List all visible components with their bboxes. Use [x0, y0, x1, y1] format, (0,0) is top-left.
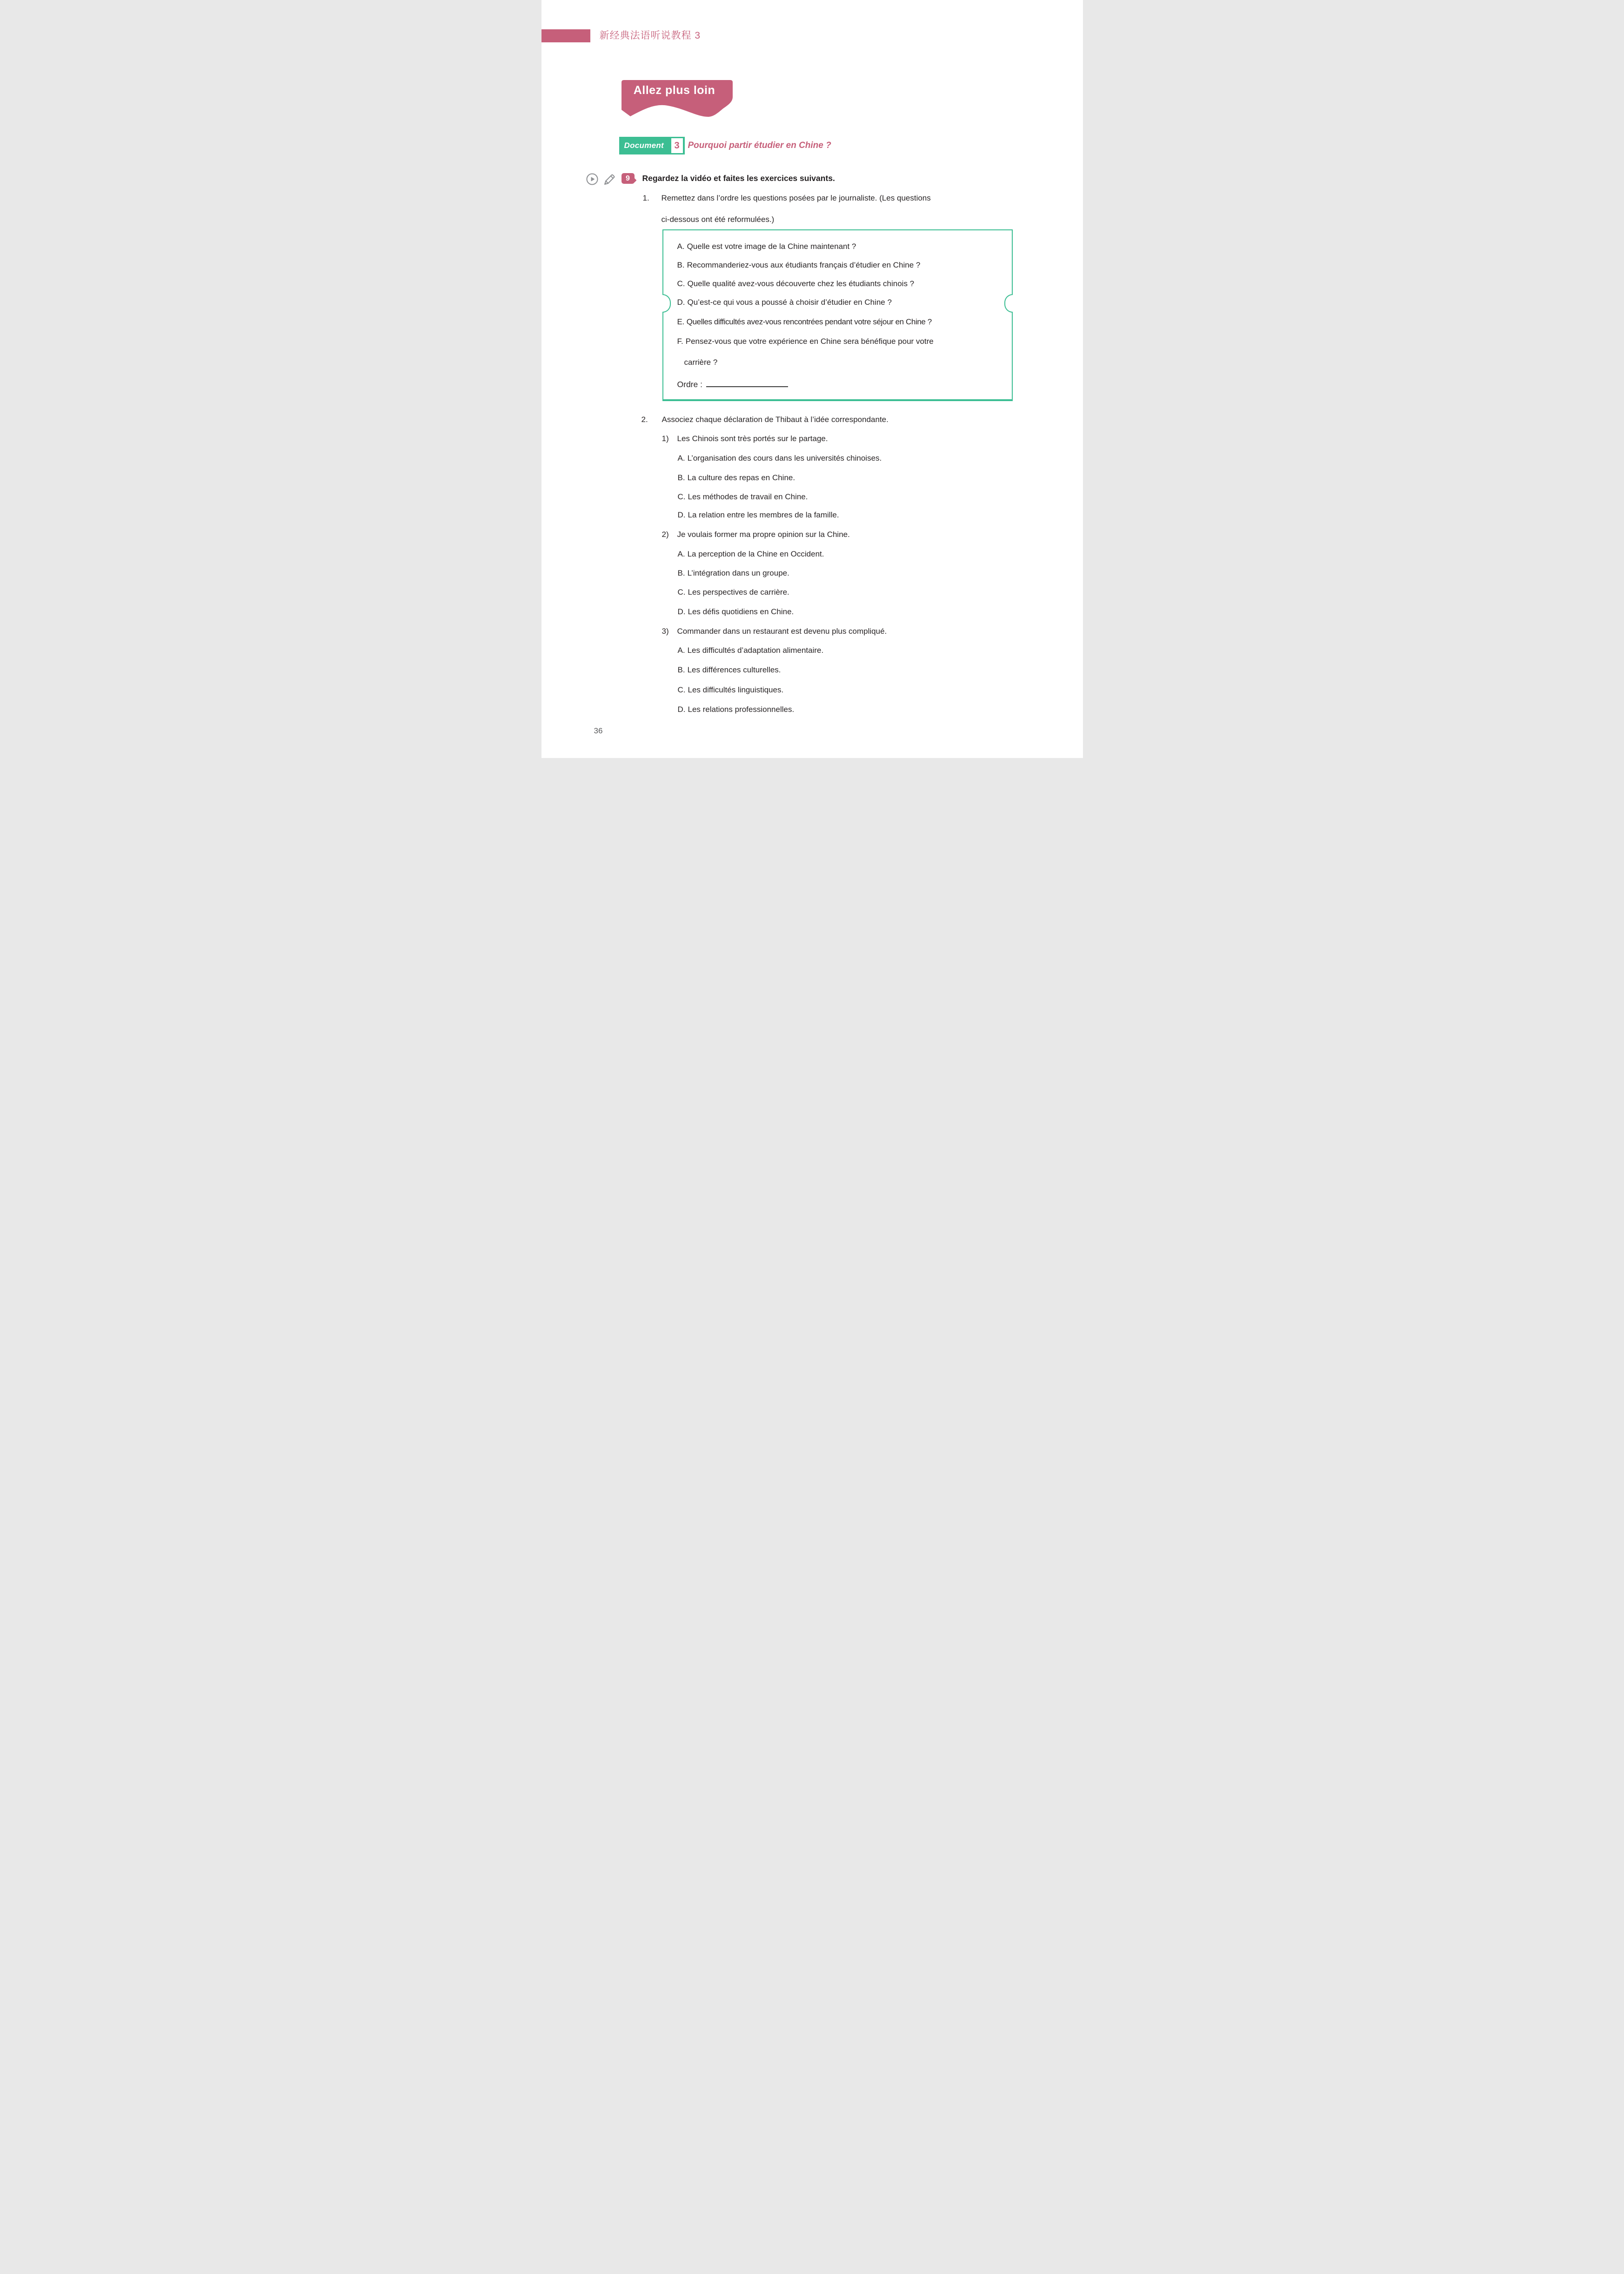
question-f [677, 336, 934, 347]
question-a-label: A. [677, 242, 685, 251]
task2-item2-statement: Je voulais former ma propre opinion sur la Chine. [677, 530, 850, 539]
question-b-text: Recommanderiez-vous aux étudiants français d’étudier en Chine ? [687, 261, 921, 269]
box-right-notch [1004, 294, 1013, 313]
question-b [677, 260, 921, 270]
exercise-instruction: Regardez la vidéo et faites les exercices suivants. [642, 174, 835, 183]
question-d-text: Qu’est-ce qui vous a poussé à choisir d’étudier en Chine ? [687, 298, 892, 307]
task2-item2-option-d: D. Les défis quotidiens en Chine. [677, 607, 794, 616]
document-word: Document [624, 141, 664, 150]
banner-label: Allez plus loin [633, 84, 715, 97]
task2-item3-option-a: A. Les difficultés d’adaptation alimentaire. [677, 646, 824, 655]
book-title: 新经典法语听说教程 3 [599, 30, 701, 41]
question-f-label: F. [677, 337, 683, 346]
task2-item2-option-c: C. Les perspectives de carrière. [677, 588, 789, 597]
question-c-text: Quelle qualité avez-vous découverte chez les étudiants chinois ? [687, 279, 915, 288]
task2-item3-option-c: C. Les difficultés linguistiques. [677, 685, 784, 694]
task2-item1-num: 1) [662, 434, 669, 443]
exercise-number: 9 [626, 174, 630, 182]
question-d [677, 297, 892, 308]
exercise-number-badge [622, 173, 635, 184]
task2-item2-option-a: A. La perception de la Chine en Occident. [677, 550, 824, 558]
question-e-text: Quelles difficultés avez-vous rencontrées pendant votre séjour en Chine ? [686, 317, 932, 326]
task2-item1-option-a: A. L’organisation des cours dans les universités chinoises. [677, 454, 882, 463]
order-label: Ordre : [677, 380, 702, 389]
document-number-box [671, 138, 683, 153]
task2-number: 2. [641, 415, 648, 424]
task2-item3-option-b: B. Les différences culturelles. [677, 665, 781, 674]
task2-item1-statement: Les Chinois sont très portés sur le partage. [677, 434, 828, 443]
question-c [677, 279, 915, 289]
textbook-page [541, 0, 1083, 758]
pencil-icon [602, 173, 615, 186]
question-e [677, 317, 932, 327]
task2-item3-statement: Commander dans un restaurant est devenu plus compliqué. [677, 627, 887, 636]
task2-item2-option-b: B. L’intégration dans un groupe. [677, 569, 789, 577]
page-number: 36 [594, 726, 603, 735]
play-icon [586, 173, 598, 185]
document-number: 3 [674, 140, 680, 151]
task2-instruction: Associez chaque déclaration de Thibaut à l’idée correspondante. [662, 415, 889, 424]
question-c-label: C. [677, 279, 685, 288]
task2-item2-num: 2) [662, 530, 669, 539]
task1-instruction-line1: Remettez dans l’ordre les questions posées par le journaliste. (Les questions [661, 194, 931, 202]
box-left-notch [662, 294, 671, 313]
section-banner [622, 80, 733, 117]
task1-instruction-line2: ci-dessous ont été reformulées.) [661, 215, 775, 224]
task2-item1-option-d: D. La relation entre les membres de la famille. [677, 510, 839, 519]
question-e-label: E. [677, 317, 684, 326]
question-f-wrap: carrière ? [684, 358, 718, 367]
task2-item1-option-b: B. La culture des repas en Chine. [677, 473, 795, 482]
document-label [619, 137, 685, 154]
order-row [677, 379, 788, 389]
questions-box [662, 229, 1013, 401]
document-title: Pourquoi partir étudier en Chine ? [688, 141, 831, 150]
task2-item1-option-c: C. Les méthodes de travail en Chine. [677, 492, 808, 501]
order-answer-blank[interactable] [706, 379, 788, 387]
question-b-label: B. [677, 261, 685, 269]
question-d-label: D. [677, 298, 685, 307]
question-a [677, 241, 856, 252]
task1-number: 1. [642, 194, 649, 202]
task2-item3-option-d: D. Les relations professionnelles. [677, 705, 795, 714]
header-accent-bar [541, 29, 590, 42]
question-a-text: Quelle est votre image de la Chine maintenant ? [687, 242, 856, 251]
task2-item3-num: 3) [662, 627, 669, 636]
question-f-text: Pensez-vous que votre expérience en Chine sera bénéfique pour votre [685, 337, 934, 346]
